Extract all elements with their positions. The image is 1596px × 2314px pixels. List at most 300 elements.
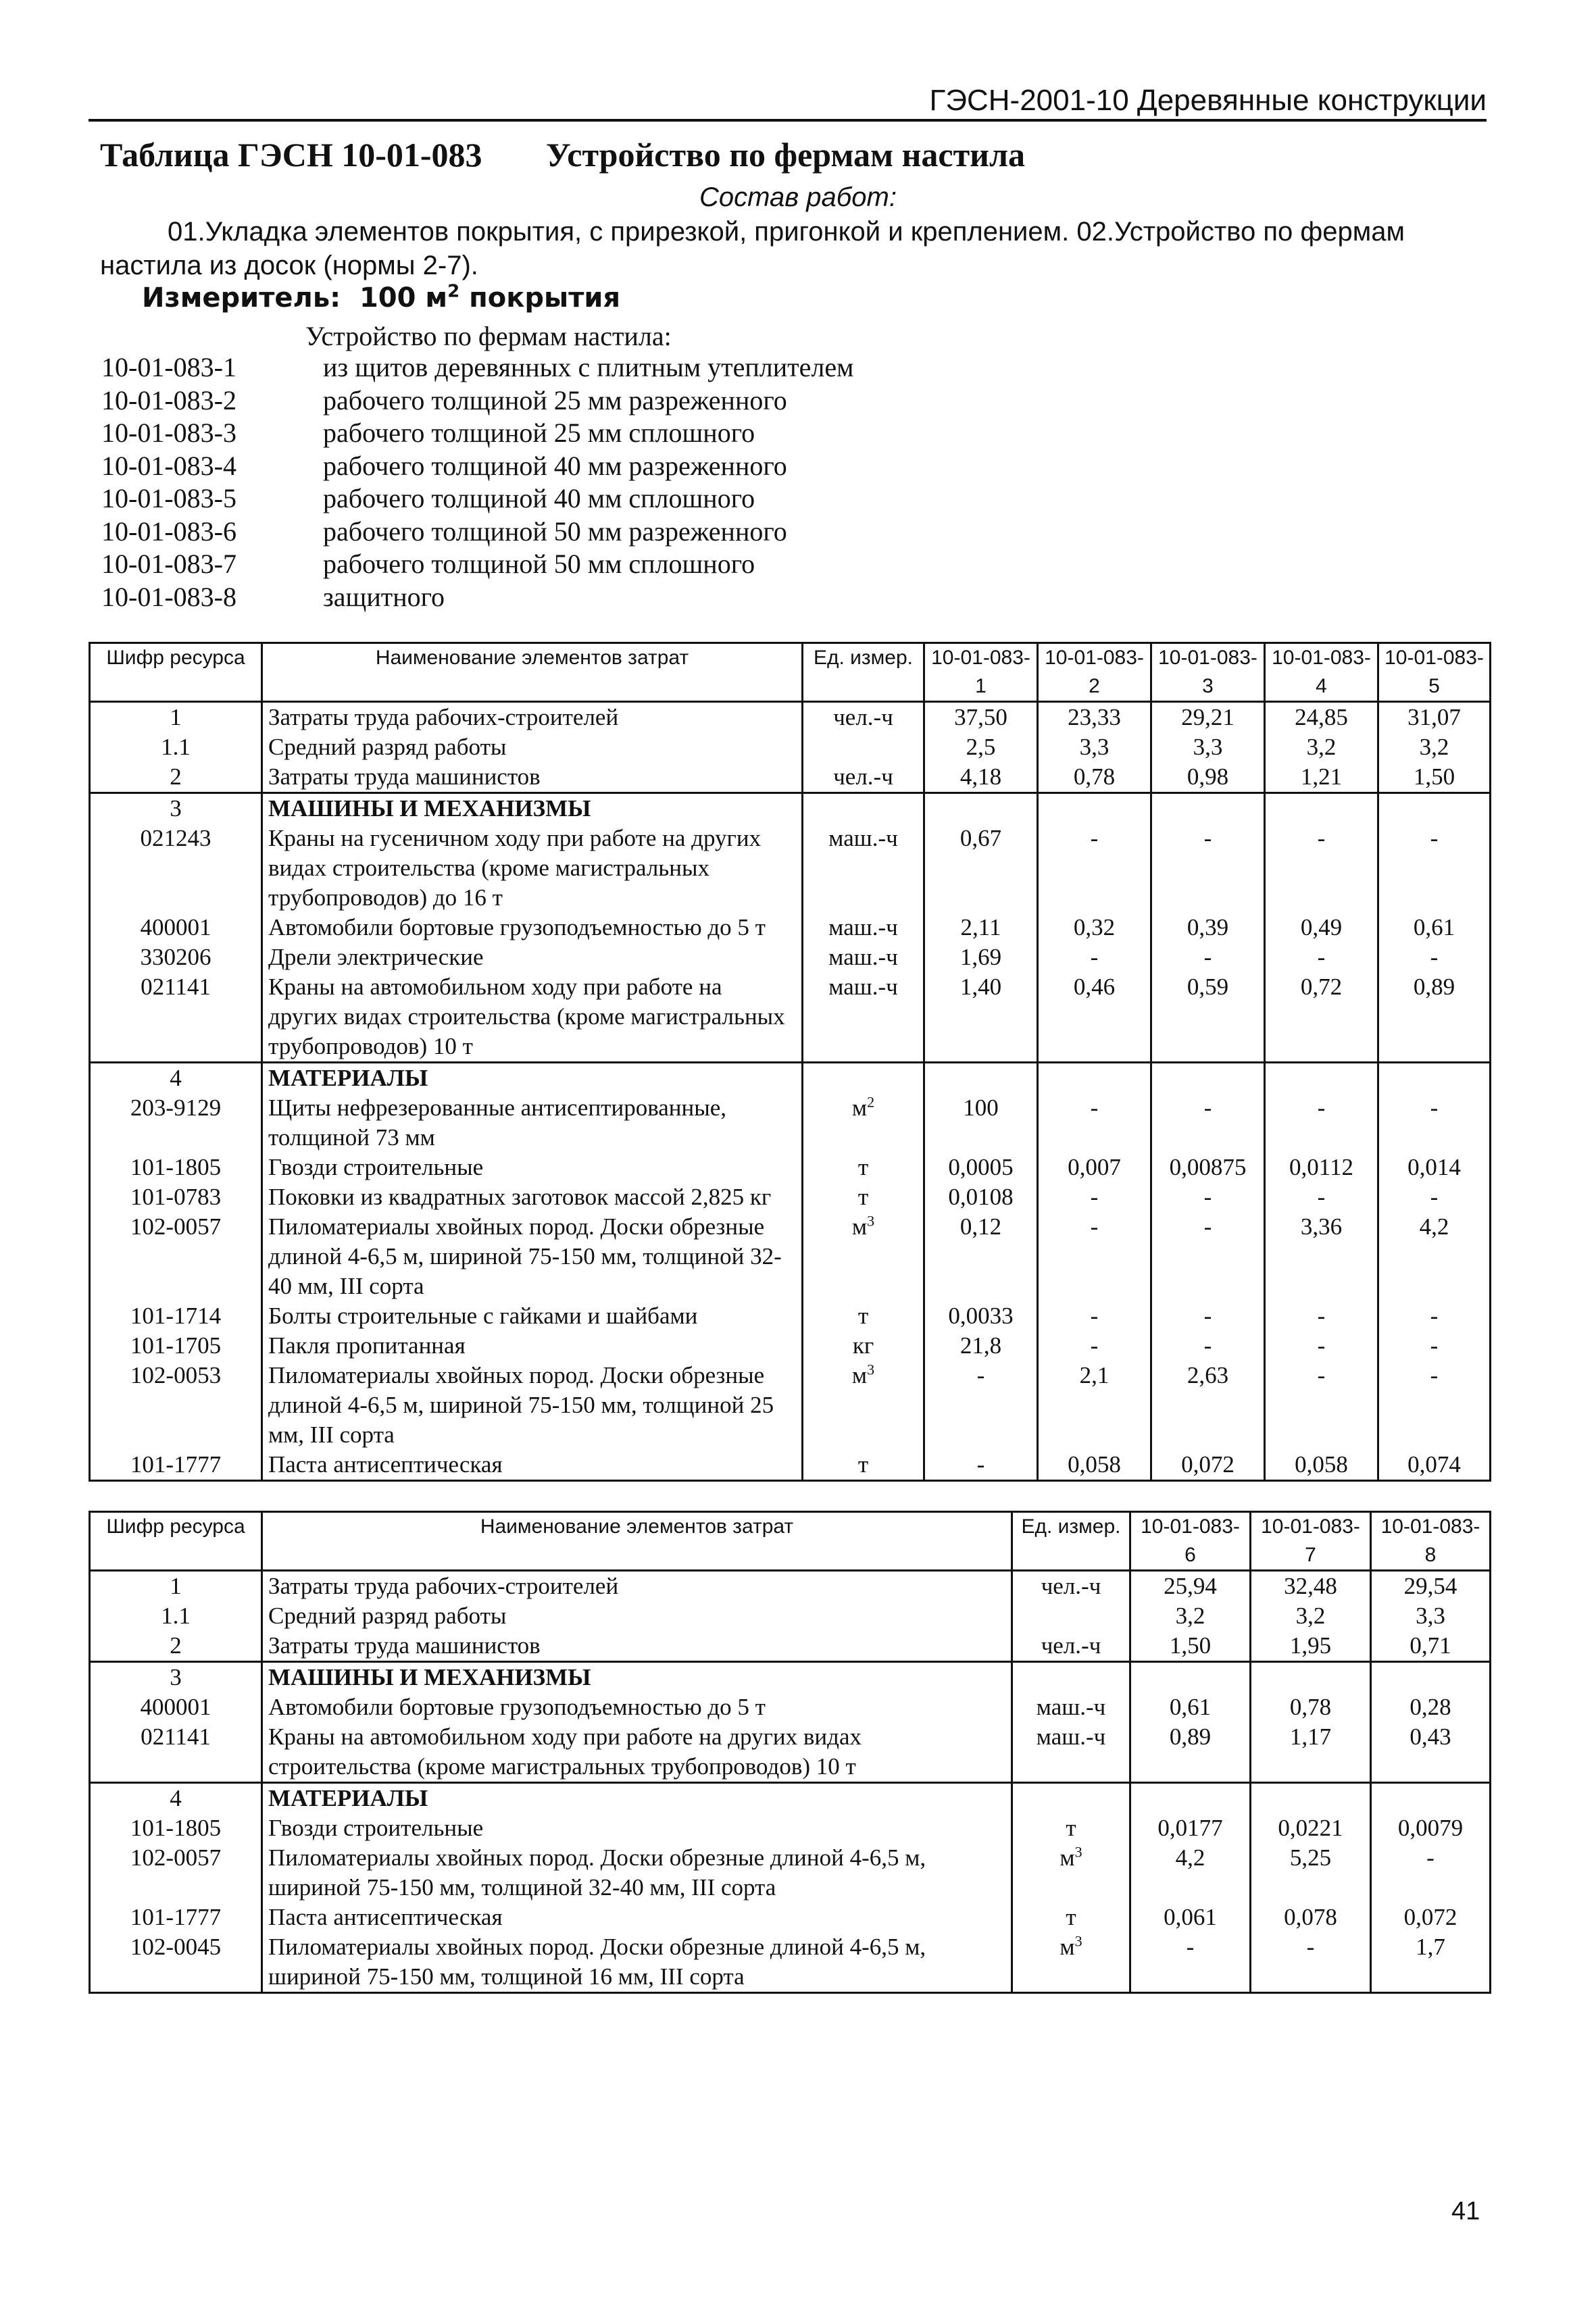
variant-text: рабочего толщиной 50 мм разреженного bbox=[323, 515, 787, 547]
resource-value: 0,0033 bbox=[924, 1301, 1038, 1331]
resource-value bbox=[924, 793, 1038, 824]
table-row bbox=[90, 1843, 1491, 1903]
resource-code: 021243 bbox=[90, 824, 262, 913]
table-name: Устройство по фермам настила bbox=[546, 136, 1026, 174]
resource-value: 0,0177 bbox=[1130, 1813, 1251, 1843]
resource-value: 0,007 bbox=[1038, 1153, 1151, 1182]
meter-label: Измеритель: bbox=[142, 282, 341, 313]
resource-value: 0,71 bbox=[1371, 1631, 1491, 1662]
resource-unit bbox=[1012, 1932, 1130, 1993]
variant-item bbox=[101, 417, 853, 450]
unit-text: м bbox=[1059, 1844, 1075, 1871]
unit-text: т bbox=[1066, 1815, 1076, 1841]
page-number: 41 bbox=[1451, 2197, 1480, 2225]
resource-unit bbox=[1012, 1903, 1130, 1932]
resource-value: 0,078 bbox=[1251, 1903, 1371, 1932]
resource-value: 0,32 bbox=[1038, 913, 1151, 942]
resource-value: - bbox=[1151, 1182, 1265, 1212]
resource-value: - bbox=[1378, 1182, 1491, 1212]
resource-unit bbox=[803, 1182, 924, 1212]
resource-value: 0,28 bbox=[1371, 1692, 1491, 1722]
resource-code: 021141 bbox=[90, 1722, 262, 1783]
resource-value bbox=[1038, 1063, 1151, 1094]
resource-value bbox=[924, 1063, 1038, 1094]
variant-text: рабочего толщиной 25 мм сплошного bbox=[323, 418, 755, 448]
resource-value: 2,11 bbox=[924, 913, 1038, 942]
resource-value: - bbox=[1038, 824, 1151, 913]
table-row bbox=[90, 972, 1491, 1063]
resource-name: Гвозди строительные bbox=[262, 1153, 803, 1182]
resource-value: - bbox=[1378, 1361, 1491, 1450]
resource-name: Средний разряд работы bbox=[262, 732, 803, 762]
resource-value: 32,48 bbox=[1251, 1571, 1371, 1602]
resource-value: 0,67 bbox=[924, 824, 1038, 913]
unit-text: т bbox=[1066, 1904, 1076, 1930]
variant-code: 10-01-083-5 bbox=[101, 483, 236, 513]
resource-name: Затраты труда рабочих-строителей bbox=[262, 1571, 1012, 1602]
resource-unit bbox=[803, 732, 924, 762]
resource-value: 0,59 bbox=[1151, 972, 1265, 1063]
table-row bbox=[90, 942, 1491, 972]
resource-value: - bbox=[1265, 1182, 1378, 1212]
resource-value: - bbox=[1265, 1301, 1378, 1331]
variant-text: защитного bbox=[323, 581, 445, 612]
resource-value: 2,5 bbox=[924, 732, 1038, 762]
unit-text: чел.-ч bbox=[1041, 1632, 1101, 1659]
resource-name: Краны на автомобильном ходу при работе на других видах строительства (кроме магистральных трубопроводов) 10 т bbox=[262, 1722, 1012, 1783]
resource-value: 0,0221 bbox=[1251, 1813, 1371, 1843]
resource-table-1 bbox=[89, 642, 1491, 1482]
resource-name: Пиломатериалы хвойных пород. Доски обрезные длиной 4-6,5 м, шириной 75-150 мм, толщиной 16 мм, III сорта bbox=[262, 1932, 1012, 1993]
resource-value: 0,78 bbox=[1251, 1692, 1371, 1722]
section-row bbox=[90, 1662, 1491, 1693]
variant-item bbox=[101, 548, 853, 581]
resource-value bbox=[1130, 1662, 1251, 1693]
meter-line bbox=[142, 282, 620, 313]
header-rule bbox=[89, 119, 1487, 122]
unit-text: м bbox=[851, 1213, 868, 1240]
resource-code: 3 bbox=[90, 793, 262, 824]
resource-value: 0,00875 bbox=[1151, 1153, 1265, 1182]
resource-value: 3,2 bbox=[1265, 732, 1378, 762]
resource-value: 0,72 bbox=[1265, 972, 1378, 1063]
variant-item bbox=[101, 515, 853, 549]
resource-unit bbox=[803, 913, 924, 942]
unit-text: маш.-ч bbox=[828, 825, 898, 851]
resource-table-2 bbox=[89, 1511, 1491, 1994]
resource-unit bbox=[1012, 1722, 1130, 1783]
resource-unit bbox=[803, 1063, 924, 1094]
table-row bbox=[90, 762, 1491, 793]
resource-value: 0,49 bbox=[1265, 913, 1378, 942]
resource-name: Паста антисептическая bbox=[262, 1903, 1012, 1932]
resource-value bbox=[1130, 1783, 1251, 1814]
resource-name: Пиломатериалы хвойных пород. Доски обрезные длиной 4-6,5 м, шириной 75-150 мм, толщиной 25 мм, III сорта bbox=[262, 1361, 803, 1450]
table-row bbox=[90, 1631, 1491, 1662]
variant-text: рабочего толщиной 50 мм сплошного bbox=[323, 549, 755, 579]
resource-value: 0,89 bbox=[1378, 972, 1491, 1063]
resource-value: - bbox=[1038, 1301, 1151, 1331]
unit-superscript: 3 bbox=[867, 1361, 875, 1378]
resource-value: 0,12 bbox=[924, 1212, 1038, 1301]
resource-code: 2 bbox=[90, 1631, 262, 1662]
variant-code: 10-01-083-3 bbox=[101, 418, 236, 448]
work-composition-label: Состав работ: bbox=[699, 182, 897, 212]
meter-superscript: 2 bbox=[447, 281, 460, 302]
unit-text: т bbox=[857, 1154, 869, 1180]
unit-text: т bbox=[857, 1303, 869, 1329]
header-col: 10-01-083-8 bbox=[1371, 1512, 1491, 1571]
unit-text: чел.-ч bbox=[833, 763, 893, 790]
header-col: 10-01-083-1 bbox=[924, 643, 1038, 702]
resource-code: 101-1777 bbox=[90, 1450, 262, 1481]
unit-text: т bbox=[857, 1451, 869, 1478]
resource-code: 101-1705 bbox=[90, 1331, 262, 1361]
resource-unit bbox=[803, 1153, 924, 1182]
resource-value: - bbox=[1378, 1093, 1491, 1153]
resource-value: 1,69 bbox=[924, 942, 1038, 972]
resource-name: Автомобили бортовые грузоподъемностью до 5 т bbox=[262, 1692, 1012, 1722]
resource-value: - bbox=[1265, 942, 1378, 972]
resource-value: 1,7 bbox=[1371, 1932, 1491, 1993]
resource-value: 24,85 bbox=[1265, 702, 1378, 733]
table-code: Таблица ГЭСН 10-01-083 bbox=[100, 136, 482, 174]
resource-value: 37,50 bbox=[924, 702, 1038, 733]
header-col: 10-01-083-5 bbox=[1378, 643, 1491, 702]
resource-value: 3,3 bbox=[1371, 1601, 1491, 1631]
work-composition-text: 01.Укладка элементов покрытия, с прирезкой, пригонкой и креплением. 02.Устройство по фермам настила из досок (нормы 2-7). bbox=[100, 217, 1405, 280]
table-row bbox=[90, 1301, 1491, 1331]
unit-text: маш.-ч bbox=[828, 914, 898, 940]
resource-value: - bbox=[1151, 1301, 1265, 1331]
resource-value: 100 bbox=[924, 1093, 1038, 1153]
table-row bbox=[90, 1093, 1491, 1153]
resource-unit bbox=[803, 793, 924, 824]
resource-value: 25,94 bbox=[1130, 1571, 1251, 1602]
resource-name: Щиты нефрезерованные антисептированные, толщиной 73 мм bbox=[262, 1093, 803, 1153]
resource-code: 4 bbox=[90, 1783, 262, 1814]
resource-value: - bbox=[924, 1450, 1038, 1481]
header-code: Шифр ресурса bbox=[90, 1512, 262, 1571]
resource-value: 0,46 bbox=[1038, 972, 1151, 1063]
resource-unit bbox=[803, 702, 924, 733]
resource-value: - bbox=[1378, 824, 1491, 913]
resource-unit bbox=[803, 972, 924, 1063]
resource-value bbox=[1265, 1063, 1378, 1094]
resource-value: 2,1 bbox=[1038, 1361, 1151, 1450]
resource-name: Гвозди строительные bbox=[262, 1813, 1012, 1843]
unit-text: м bbox=[1059, 1934, 1075, 1960]
resource-unit bbox=[803, 1093, 924, 1153]
unit-superscript: 2 bbox=[867, 1093, 875, 1111]
table-row bbox=[90, 824, 1491, 913]
resource-value: - bbox=[1151, 1093, 1265, 1153]
table-row bbox=[90, 1722, 1491, 1783]
resource-value: 3,2 bbox=[1130, 1601, 1251, 1631]
resource-code: 4 bbox=[90, 1063, 262, 1094]
resource-value: 29,54 bbox=[1371, 1571, 1491, 1602]
resource-code: 021141 bbox=[90, 972, 262, 1063]
variant-text: из щитов деревянных с плитным утеплителем bbox=[323, 352, 854, 382]
variant-text: рабочего толщиной 40 мм сплошного bbox=[323, 483, 755, 513]
resource-name: Болты строительные с гайками и шайбами bbox=[262, 1301, 803, 1331]
resource-unit bbox=[803, 824, 924, 913]
table-row bbox=[90, 1813, 1491, 1843]
resource-value: - bbox=[1378, 942, 1491, 972]
table-header-row bbox=[90, 643, 1491, 702]
table-row bbox=[90, 1331, 1491, 1361]
resource-value: 3,2 bbox=[1251, 1601, 1371, 1631]
resource-code: 102-0057 bbox=[90, 1843, 262, 1903]
resource-code: 400001 bbox=[90, 913, 262, 942]
resource-value: - bbox=[1038, 1093, 1151, 1153]
resource-unit bbox=[803, 942, 924, 972]
resource-value: 1,21 bbox=[1265, 762, 1378, 793]
resource-value: 31,07 bbox=[1378, 702, 1491, 733]
variant-item bbox=[101, 384, 853, 418]
resource-value: - bbox=[924, 1361, 1038, 1450]
resource-unit bbox=[1012, 1662, 1130, 1693]
header-code: Шифр ресурса bbox=[90, 643, 262, 702]
unit-text: маш.-ч bbox=[828, 944, 898, 970]
header-col: 10-01-083-2 bbox=[1038, 643, 1151, 702]
variant-code: 10-01-083-1 bbox=[101, 352, 236, 382]
resource-name: Затраты труда рабочих-строителей bbox=[262, 702, 803, 733]
resource-value bbox=[1378, 793, 1491, 824]
variant-text: рабочего толщиной 40 мм разреженного bbox=[323, 450, 787, 481]
table-row bbox=[90, 1450, 1491, 1481]
variant-item bbox=[101, 581, 853, 614]
resource-code: 101-1777 bbox=[90, 1903, 262, 1932]
resource-unit bbox=[803, 1450, 924, 1481]
resource-name: Средний разряд работы bbox=[262, 1601, 1012, 1631]
resource-value: 3,3 bbox=[1151, 732, 1265, 762]
table-row bbox=[90, 1692, 1491, 1722]
resource-value: 0,061 bbox=[1130, 1903, 1251, 1932]
header-unit: Ед. измер. bbox=[803, 643, 924, 702]
resource-value: - bbox=[1151, 1331, 1265, 1361]
table-row bbox=[90, 1601, 1491, 1631]
resource-value: - bbox=[1378, 1331, 1491, 1361]
resource-code: 1.1 bbox=[90, 732, 262, 762]
header-name: Наименование элементов затрат bbox=[262, 1512, 1012, 1571]
resource-value: 0,39 bbox=[1151, 913, 1265, 942]
resource-value: 4,2 bbox=[1378, 1212, 1491, 1301]
table-row bbox=[90, 732, 1491, 762]
variants-list bbox=[101, 351, 853, 613]
unit-text: маш.-ч bbox=[1036, 1724, 1106, 1750]
resource-value bbox=[1251, 1662, 1371, 1693]
resource-code: 101-1805 bbox=[90, 1813, 262, 1843]
resource-name: МАТЕРИАЛЫ bbox=[262, 1063, 803, 1094]
resource-value: 1,40 bbox=[924, 972, 1038, 1063]
table-header-row bbox=[90, 1512, 1491, 1571]
resource-code: 102-0053 bbox=[90, 1361, 262, 1450]
resource-value: 2,63 bbox=[1151, 1361, 1265, 1450]
resource-value: 29,21 bbox=[1151, 702, 1265, 733]
variant-code: 10-01-083-6 bbox=[101, 515, 236, 547]
resource-value bbox=[1371, 1662, 1491, 1693]
header-col: 10-01-083-3 bbox=[1151, 643, 1265, 702]
resource-value: - bbox=[1130, 1932, 1251, 1993]
resource-name: Краны на автомобильном ходу при работе на других видах строительства (кроме магистральных трубопроводов) 10 т bbox=[262, 972, 803, 1063]
resource-code: 102-0057 bbox=[90, 1212, 262, 1301]
resource-value: 0,058 bbox=[1038, 1450, 1151, 1481]
resource-value: 0,43 bbox=[1371, 1722, 1491, 1783]
table-title bbox=[100, 135, 1025, 174]
resource-name: МАТЕРИАЛЫ bbox=[262, 1783, 1012, 1814]
resource-value: 3,3 bbox=[1038, 732, 1151, 762]
header-col: 10-01-083-7 bbox=[1251, 1512, 1371, 1571]
variants-title: Устройство по фермам настила: bbox=[305, 321, 672, 351]
table-row bbox=[90, 913, 1491, 942]
unit-text: м bbox=[851, 1362, 868, 1388]
resource-value: - bbox=[1371, 1843, 1491, 1903]
variant-code: 10-01-083-7 bbox=[101, 549, 236, 579]
resource-value: 1,17 bbox=[1251, 1722, 1371, 1783]
resource-name: Поковки из квадратных заготовок массой 2,825 кг bbox=[262, 1182, 803, 1212]
variant-code: 10-01-083-4 bbox=[101, 450, 236, 481]
resource-value: 0,014 bbox=[1378, 1153, 1491, 1182]
resource-unit bbox=[803, 762, 924, 793]
variant-text: рабочего толщиной 25 мм разреженного bbox=[323, 384, 787, 416]
resource-name: Пакля пропитанная bbox=[262, 1331, 803, 1361]
variant-code: 10-01-083-2 bbox=[101, 384, 236, 416]
header-col: 10-01-083-4 bbox=[1265, 643, 1378, 702]
resource-value: - bbox=[1151, 942, 1265, 972]
running-header: ГЭСН-2001-10 Деревянные конструкции bbox=[929, 84, 1487, 117]
table-row bbox=[90, 1932, 1491, 1993]
resource-value: 0,0005 bbox=[924, 1153, 1038, 1182]
resource-unit bbox=[803, 1361, 924, 1450]
resource-value bbox=[1265, 793, 1378, 824]
table-row bbox=[90, 1153, 1491, 1182]
resource-unit bbox=[1012, 1813, 1130, 1843]
resource-code: 101-0783 bbox=[90, 1182, 262, 1212]
resource-code: 2 bbox=[90, 762, 262, 793]
resource-name: МАШИНЫ И МЕХАНИЗМЫ bbox=[262, 793, 803, 824]
resource-value: 0,61 bbox=[1378, 913, 1491, 942]
resource-code: 3 bbox=[90, 1662, 262, 1693]
resource-value: - bbox=[1378, 1301, 1491, 1331]
section-row bbox=[90, 793, 1491, 824]
unit-text: м bbox=[851, 1095, 868, 1121]
meter-value: 100 м bbox=[359, 282, 448, 313]
table-row bbox=[90, 1361, 1491, 1450]
unit-text: т bbox=[857, 1184, 869, 1210]
variant-item bbox=[101, 450, 853, 483]
unit-text: маш.-ч bbox=[1036, 1694, 1106, 1720]
resource-unit bbox=[1012, 1571, 1130, 1602]
resource-name: Затраты труда машинистов bbox=[262, 762, 803, 793]
resource-value: 23,33 bbox=[1038, 702, 1151, 733]
meter-suffix: покрытия bbox=[469, 282, 621, 313]
resource-value: 3,36 bbox=[1265, 1212, 1378, 1301]
resource-value: 0,0108 bbox=[924, 1182, 1038, 1212]
resource-value: 1,50 bbox=[1378, 762, 1491, 793]
header-col: 10-01-083-6 bbox=[1130, 1512, 1251, 1571]
unit-text: кг bbox=[852, 1332, 874, 1359]
resource-value: 1,95 bbox=[1251, 1631, 1371, 1662]
resource-unit bbox=[803, 1301, 924, 1331]
resource-value: - bbox=[1265, 1361, 1378, 1450]
resource-name: Паста антисептическая bbox=[262, 1450, 803, 1481]
resource-value: 3,2 bbox=[1378, 732, 1491, 762]
resource-name: Затраты труда машинистов bbox=[262, 1631, 1012, 1662]
resource-value: - bbox=[1265, 1093, 1378, 1153]
resource-value bbox=[1038, 793, 1151, 824]
resource-name: МАШИНЫ И МЕХАНИЗМЫ bbox=[262, 1662, 1012, 1693]
resource-name: Пиломатериалы хвойных пород. Доски обрезные длиной 4-6,5 м, шириной 75-150 мм, толщиной 32-40 мм, III сорта bbox=[262, 1212, 803, 1301]
resource-name: Пиломатериалы хвойных пород. Доски обрезные длиной 4-6,5 м, шириной 75-150 мм, толщиной 32-40 мм, III сорта bbox=[262, 1843, 1012, 1903]
resource-name: Краны на гусеничном ходу при работе на других видах строительства (кроме магистральных трубопроводов) до 16 т bbox=[262, 824, 803, 913]
resource-value: 0,61 bbox=[1130, 1692, 1251, 1722]
resource-value: 0,058 bbox=[1265, 1450, 1378, 1481]
resource-value: - bbox=[1038, 1212, 1151, 1301]
unit-text: чел.-ч bbox=[1041, 1573, 1101, 1599]
resource-code: 203-9129 bbox=[90, 1093, 262, 1153]
resource-code: 1 bbox=[90, 702, 262, 733]
resource-value: - bbox=[1038, 1182, 1151, 1212]
table-row bbox=[90, 1571, 1491, 1602]
table-row bbox=[90, 1182, 1491, 1212]
unit-text: маш.-ч bbox=[828, 974, 898, 1000]
resource-value: 0,072 bbox=[1151, 1450, 1265, 1481]
variant-code: 10-01-083-8 bbox=[101, 581, 236, 612]
resource-value: 0,98 bbox=[1151, 762, 1265, 793]
header-unit: Ед. измер. bbox=[1012, 1512, 1130, 1571]
resource-value bbox=[1378, 1063, 1491, 1094]
table-row bbox=[90, 1903, 1491, 1932]
resource-value: 5,25 bbox=[1251, 1843, 1371, 1903]
resource-value: 0,072 bbox=[1371, 1903, 1491, 1932]
resource-unit bbox=[1012, 1692, 1130, 1722]
resource-value bbox=[1371, 1783, 1491, 1814]
resource-value: - bbox=[1265, 824, 1378, 913]
resource-value: 0,0112 bbox=[1265, 1153, 1378, 1182]
resource-unit bbox=[1012, 1783, 1130, 1814]
resource-value: 4,18 bbox=[924, 762, 1038, 793]
resource-value: - bbox=[1151, 824, 1265, 913]
resource-unit bbox=[803, 1331, 924, 1361]
unit-superscript: 3 bbox=[1074, 1843, 1082, 1861]
resource-value bbox=[1151, 1063, 1265, 1094]
resource-value bbox=[1251, 1783, 1371, 1814]
resource-value: 0,0079 bbox=[1371, 1813, 1491, 1843]
resource-value: 0,78 bbox=[1038, 762, 1151, 793]
resource-name: Дрели электрические bbox=[262, 942, 803, 972]
variant-item bbox=[101, 482, 853, 515]
resource-value: - bbox=[1265, 1331, 1378, 1361]
resource-value: 0,074 bbox=[1378, 1450, 1491, 1481]
resource-code: 102-0045 bbox=[90, 1932, 262, 1993]
resource-value: - bbox=[1038, 1331, 1151, 1361]
table-row bbox=[90, 702, 1491, 733]
resource-unit bbox=[1012, 1601, 1130, 1631]
unit-superscript: 3 bbox=[1074, 1932, 1082, 1950]
resource-unit bbox=[1012, 1843, 1130, 1903]
resource-value: - bbox=[1151, 1212, 1265, 1301]
resource-unit bbox=[803, 1212, 924, 1301]
resource-unit bbox=[1012, 1631, 1130, 1662]
resource-value: - bbox=[1251, 1932, 1371, 1993]
resource-code: 101-1805 bbox=[90, 1153, 262, 1182]
header-name: Наименование элементов затрат bbox=[262, 643, 803, 702]
resource-name: Автомобили бортовые грузоподъемностью до 5 т bbox=[262, 913, 803, 942]
resource-code: 330206 bbox=[90, 942, 262, 972]
resource-value: 4,2 bbox=[1130, 1843, 1251, 1903]
variant-item bbox=[101, 351, 853, 384]
